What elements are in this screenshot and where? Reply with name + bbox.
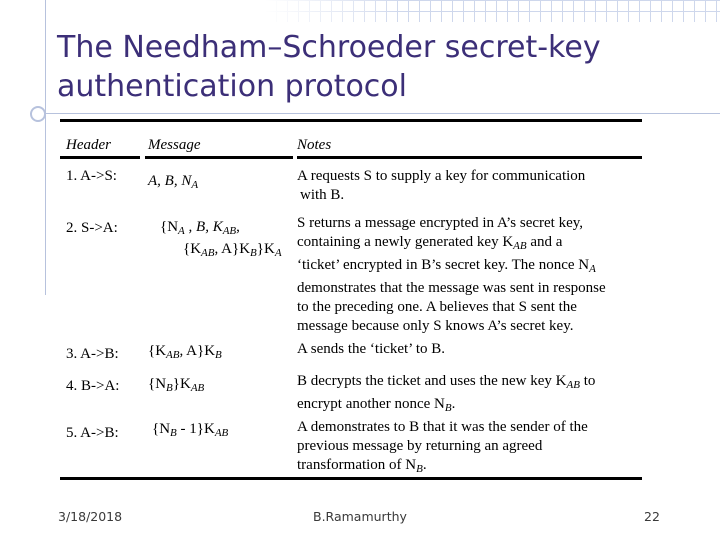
row2-msg-l1-bsub: AB bbox=[222, 225, 237, 237]
column-header-header: Header bbox=[66, 137, 111, 153]
row4-notes-l1a: B decrypts the ticket and uses the new key K bbox=[297, 373, 567, 389]
row1-message-text: A, B, N bbox=[148, 173, 192, 189]
decorative-horizontal-line bbox=[30, 113, 720, 114]
row2-notes-line4: demonstrates that the message was sent in response bbox=[297, 280, 606, 296]
row4-msg-bsub: AB bbox=[190, 382, 205, 394]
row2-notes-line5: to the preceding one. A believes that S sent the bbox=[297, 299, 577, 315]
row3-notes-line1: A sends the ‘ticket’ to B. bbox=[297, 341, 446, 357]
row3-header: 3. A->B: bbox=[66, 346, 119, 362]
row5-msg-b: - 1}K bbox=[176, 421, 215, 437]
row2-msg-l2-c: }K bbox=[256, 241, 275, 257]
row5-notes-l3sub: B bbox=[416, 463, 423, 475]
decorative-ring-icon bbox=[30, 106, 46, 122]
row5-notes-line3 bbox=[297, 456, 672, 479]
row5-msg-bsub: AB bbox=[214, 427, 229, 439]
row4-notes-l2a: encrypt another nonce N bbox=[297, 396, 445, 412]
row3-msg-a: {K bbox=[148, 343, 167, 359]
row5-notes-line2: previous message by returning an agreed bbox=[297, 438, 543, 454]
row2-notes-line2 bbox=[297, 233, 672, 256]
row2-msg-l2-csub: A bbox=[274, 247, 282, 259]
column-header-message: Message bbox=[148, 137, 201, 153]
slide-title bbox=[57, 28, 601, 106]
row2-notes-l2b: and a bbox=[526, 234, 563, 250]
row2-msg-l2-a: {K bbox=[183, 241, 202, 257]
row4-notes-line1 bbox=[297, 372, 672, 395]
slide-title-line2: authentication protocol bbox=[57, 69, 407, 104]
row1-notes-line2: with B. bbox=[300, 187, 345, 203]
row4-msg-a: {N bbox=[148, 376, 167, 392]
row3-msg-b: , A}K bbox=[179, 343, 216, 359]
row2-notes-l2sub: AB bbox=[513, 240, 527, 252]
row5-message bbox=[152, 420, 228, 443]
row5-msg-a: {N bbox=[152, 421, 171, 437]
row5-msg-asub: B bbox=[170, 427, 177, 439]
row1-notes bbox=[297, 167, 672, 205]
row2-notes-line6: message because only S knows A’s secret key. bbox=[297, 318, 574, 334]
row4-notes-line2 bbox=[297, 395, 672, 418]
row2-notes-line3 bbox=[297, 256, 672, 279]
row2-msg-l1-b: , B, K bbox=[184, 219, 223, 235]
row4-notes-l1sub: AB bbox=[566, 379, 580, 391]
row4-notes-l1b: to bbox=[579, 373, 596, 389]
row2-msg-l2-bsub: B bbox=[250, 247, 257, 259]
row2-msg-l1-a: {N bbox=[160, 219, 179, 235]
row2-notes-l3sub: A bbox=[589, 263, 596, 275]
decorative-vertical-line bbox=[45, 0, 46, 295]
header-underline-col1 bbox=[60, 156, 140, 159]
footer-author: B.Ramamurthy bbox=[313, 509, 407, 524]
row4-header: 4. B->A: bbox=[66, 378, 120, 394]
row2-msg-l1-c: , bbox=[236, 219, 240, 235]
row4-message bbox=[148, 375, 204, 398]
row2-msg-l2-asub: AB bbox=[201, 247, 215, 259]
row2-notes-line1: S returns a message encrypted in A’s secret key, bbox=[297, 215, 584, 231]
row3-message bbox=[148, 342, 222, 365]
row2-message-line2 bbox=[183, 240, 282, 263]
row5-notes-l3b: . bbox=[422, 457, 427, 473]
table-top-rule bbox=[60, 119, 642, 122]
header-underline-col2 bbox=[145, 156, 293, 159]
row3-msg-bsub: B bbox=[215, 349, 222, 361]
header-underline-col3 bbox=[297, 156, 642, 159]
row5-notes-line1: A demonstrates to B that it was the sender of the bbox=[297, 419, 588, 435]
row2-notes-l2a: containing a newly generated key K bbox=[297, 234, 514, 250]
row3-msg-asub: AB bbox=[166, 349, 180, 361]
row5-notes-l3a: transformation of N bbox=[297, 457, 417, 473]
footer-page-number: 22 bbox=[644, 509, 660, 524]
row3-notes bbox=[297, 340, 672, 359]
row1-message bbox=[148, 172, 198, 195]
row1-notes-line1: A requests S to supply a key for communication bbox=[297, 168, 586, 184]
row4-msg-b: }K bbox=[172, 376, 191, 392]
row2-notes-l3a: ‘ticket’ encrypted in B’s secret key. The nonce N bbox=[297, 257, 590, 273]
row2-msg-l1-asub: A bbox=[178, 225, 185, 237]
row4-msg-asub: B bbox=[166, 382, 173, 394]
row2-message-line1 bbox=[160, 218, 240, 241]
row1-header: 1. A->S: bbox=[66, 168, 117, 184]
row4-notes-l2b: . bbox=[451, 396, 456, 412]
column-header-notes: Notes bbox=[297, 137, 332, 153]
row2-notes bbox=[297, 214, 672, 336]
row1-message-sub: A bbox=[191, 179, 199, 191]
row5-notes bbox=[297, 418, 672, 479]
row5-header: 5. A->B: bbox=[66, 425, 119, 441]
row4-notes-l2sub: B bbox=[444, 402, 452, 414]
slide-title-line1: The Needham–Schroeder secret-key bbox=[57, 30, 601, 65]
row4-notes bbox=[297, 372, 672, 418]
footer-date: 3/18/2018 bbox=[58, 509, 123, 524]
row2-header: 2. S->A: bbox=[66, 220, 118, 236]
row2-msg-l2-b: , A}K bbox=[214, 241, 251, 257]
decorative-grid-fade bbox=[265, 0, 405, 22]
